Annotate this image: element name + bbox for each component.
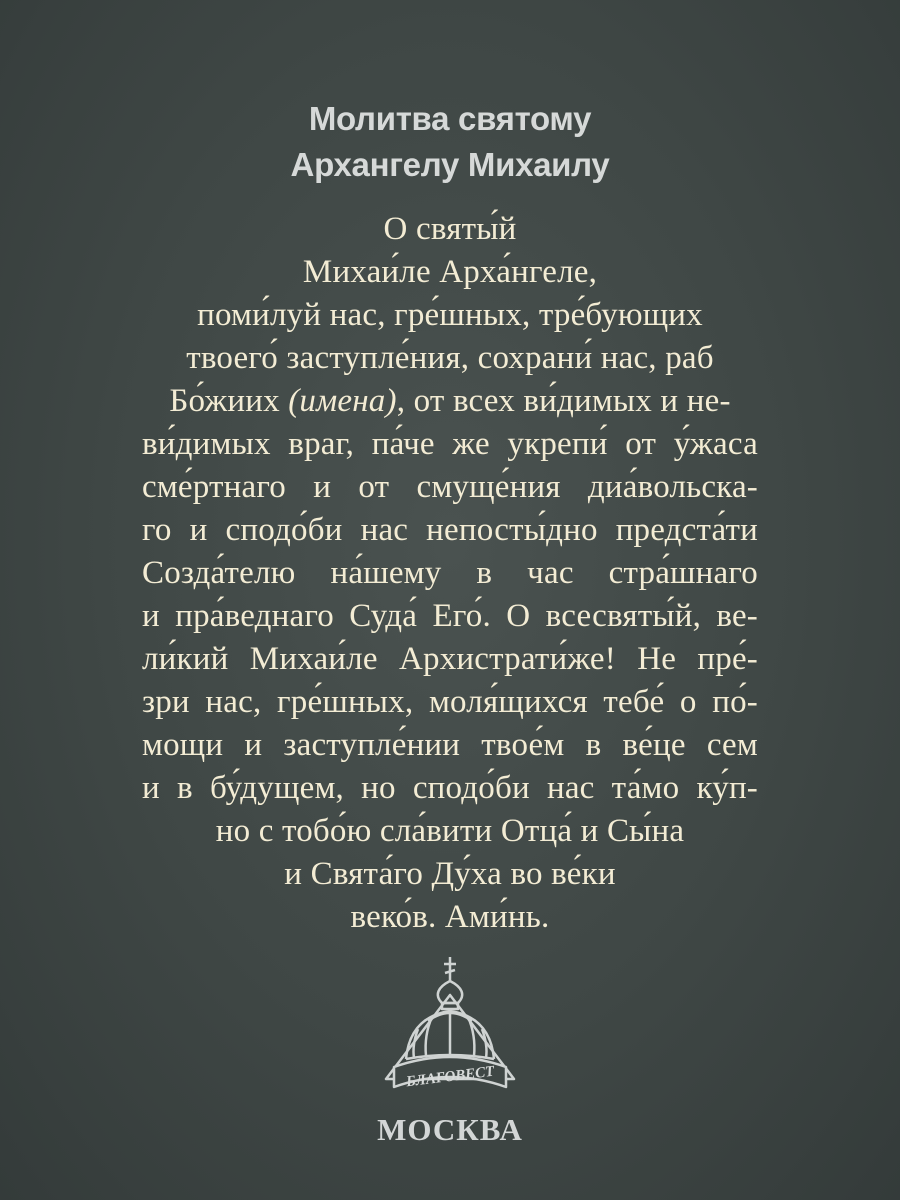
prayer-line-1: О святы́й — [383, 211, 517, 247]
logo-text: БЛАГОВЕСТ — [405, 1063, 496, 1091]
prayer-line-17: веко́в. Ами́нь. — [350, 899, 550, 935]
names-placeholder: (имена) — [288, 383, 397, 419]
prayer-line-11: ли́кий Михаи́ле Архистрати́же! Не пре́- — [142, 641, 758, 677]
prayer-line-9: Созда́телю на́шему в час стра́шнаго — [142, 555, 758, 591]
publisher-city: МОСКВА — [377, 1112, 523, 1147]
title-line-2: Архангелу Михаилу — [290, 146, 610, 183]
prayer-line-15: но с тобо́ю сла́вити Отца́ и Сы́на — [215, 813, 685, 849]
prayer-text — [0, 208, 900, 939]
prayer-line-8: го и сподо́би нас непосты́дно предста́ти — [142, 512, 758, 548]
prayer-line-2: Михаи́ле Арха́нгеле, — [302, 254, 598, 290]
prayer-line-3: поми́луй нас, гре́шных, тре́бующих — [197, 297, 703, 333]
prayer-line-12: зри нас, гре́шных, моля́щихся тебе́ о по́- — [142, 684, 758, 720]
prayer-line-7: сме́ртнаго и от смуще́ния диа́вольска- — [142, 469, 758, 505]
prayer-line-10: и пра́веднаго Суда́ Его́. О всесвяты́й, ве- — [142, 598, 758, 634]
prayer-line-4: твоего́ заступле́ния, сохрани́ нас, раб — [186, 340, 714, 376]
prayer-line-16: и Свята́го Ду́ха во ве́ки — [284, 856, 616, 892]
title-line-1: Молитва святому — [308, 100, 592, 137]
prayer-line-5-end: , от всех ви́димых и не- — [396, 383, 731, 419]
page-title — [0, 96, 900, 188]
prayer-line-6: ви́димых враг, па́че же укрепи́ от у́жаса — [142, 426, 758, 462]
prayer-line-13: мощи и заступле́нии твое́м в ве́це сем — [142, 727, 758, 763]
prayer-line-14: и в бу́дущем, но сподо́би нас та́мо ку́п- — [142, 770, 758, 806]
prayer-line-5 — [0, 380, 900, 423]
prayer-line-5-start: Бо́жиих — [169, 383, 280, 419]
church-dome-logo-icon — [370, 955, 530, 1105]
